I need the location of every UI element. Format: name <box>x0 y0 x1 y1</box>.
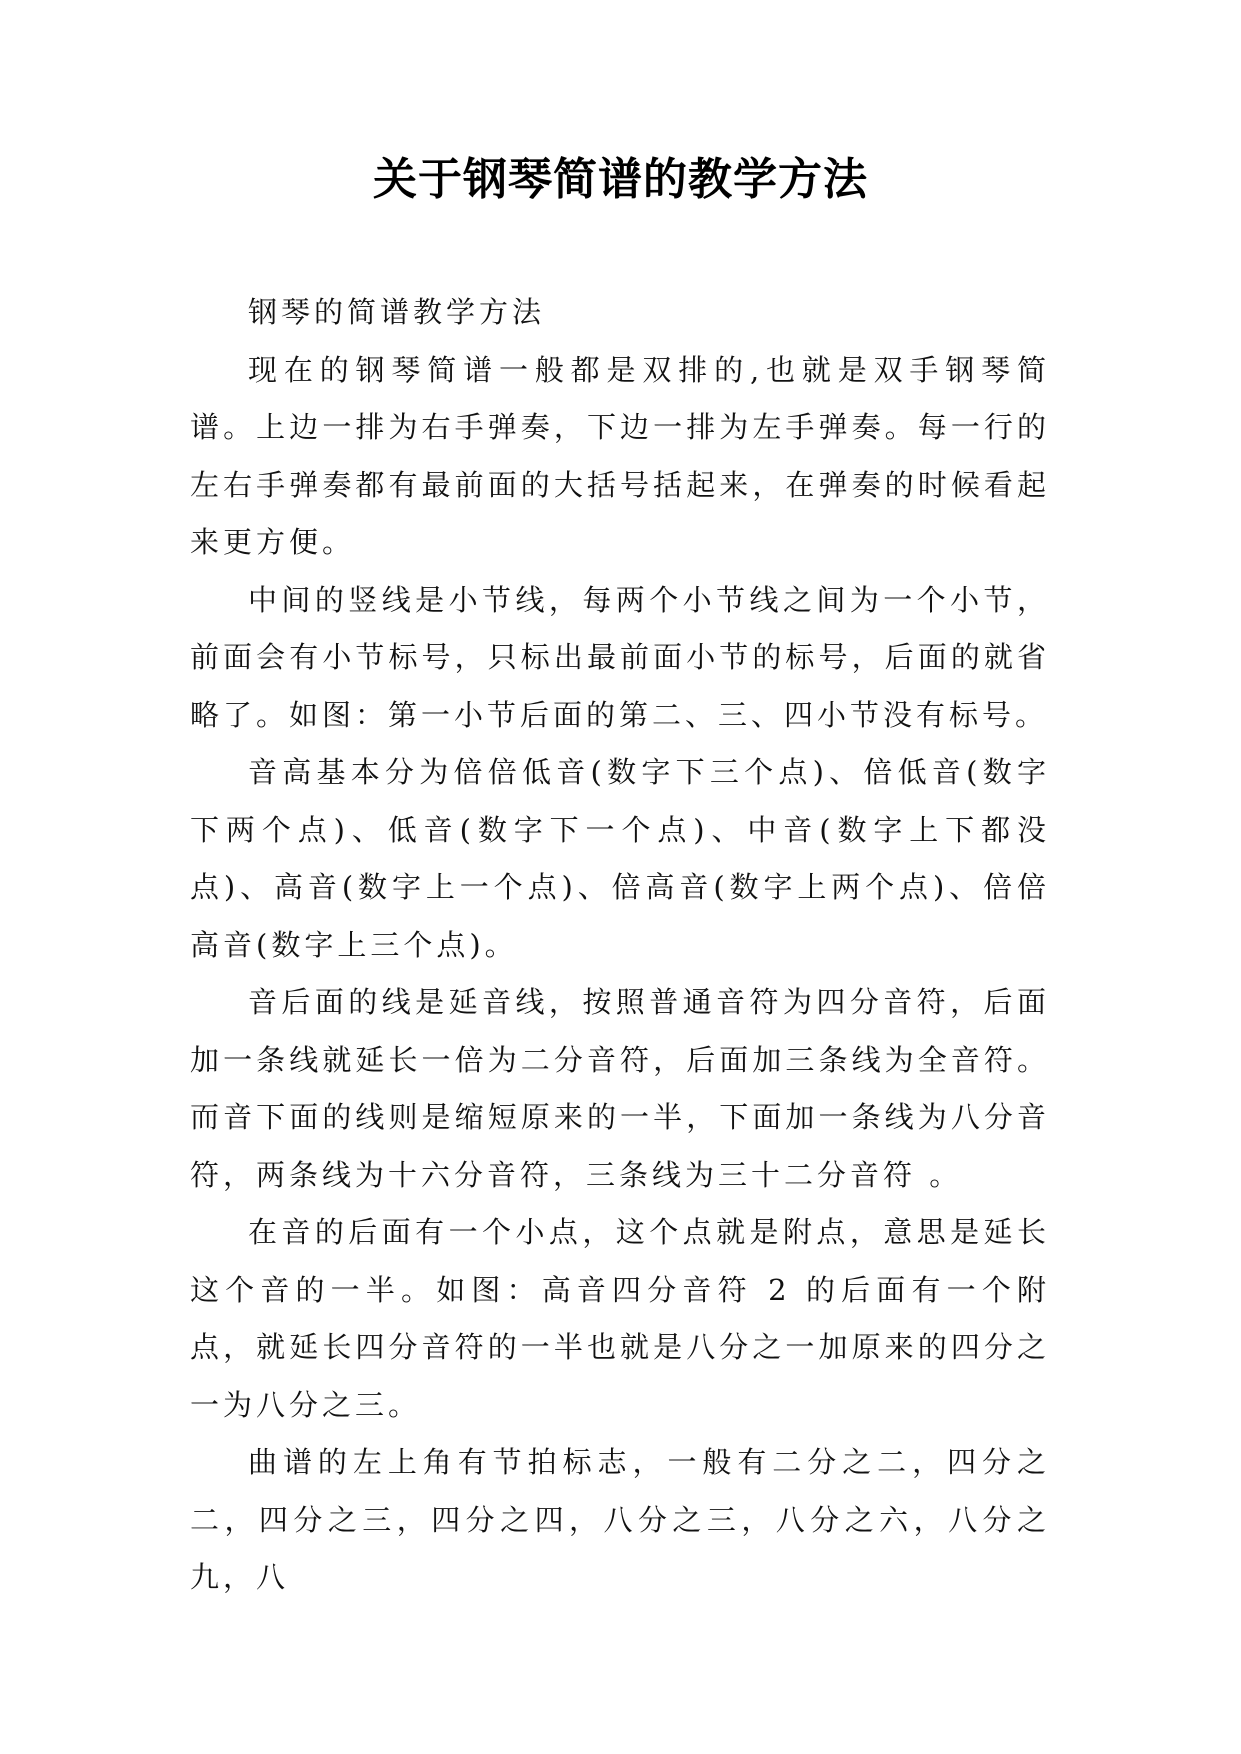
paragraph-subtitle: 钢琴的简谱教学方法 <box>248 295 546 329</box>
paragraph-bar-lines: 中间的竖线是小节线，每两个小节线之间为一个小节，前面会有小节标号，只标出最前面小节的标号，后面的就省略了。如图：第一小节后面的第二、三、四小节没有标号。 <box>190 582 1050 732</box>
paragraph-dotted-note: 在音的后面有一个小点，这个点就是附点，意思是延长这个音的一半。如图：高音四分音符 2 的后面有一个附点，就延长四分音符的一半也就是八分之一加原来的四分之一为八分之三。 <box>190 1215 1050 1422</box>
paragraph-pitch: 音高基本分为倍倍低音(数字下三个点)、倍低音(数字下两个点)、低音(数字下一个点)、中音(数字上下都没点)、高音(数字上一个点)、倍高音(数字上两个点)、倍倍高音(数字上三个点)。 <box>190 755 1050 962</box>
paragraph-double-row-score: 现在的钢琴简谱一般都是双排的,也就是双手钢琴简谱。上边一排为右手弹奏，下边一排为左手弹奏。每一行的左右手弹奏都有最前面的大括号括起来，在弹奏的时候看起来更方便。 <box>190 352 1050 559</box>
paragraph-time-signature: 曲谱的左上角有节拍标志，一般有二分之二，四分之二，四分之三，四分之四，八分之三，八分之六，八分之九，八 <box>190 1445 1050 1594</box>
document-body <box>190 284 1050 1607</box>
paragraph-duration-lines: 音后面的线是延音线，按照普通音符为四分音符，后面加一条线就延长一倍为二分音符，后面加三条线为全音符。而音下面的线则是缩短原来的一半，下面加一条线为八分音符，两条线为十六分音符，三条线为三十二分音符 。 <box>190 985 1050 1192</box>
document-title: 关于钢琴简谱的教学方法 <box>373 154 868 205</box>
